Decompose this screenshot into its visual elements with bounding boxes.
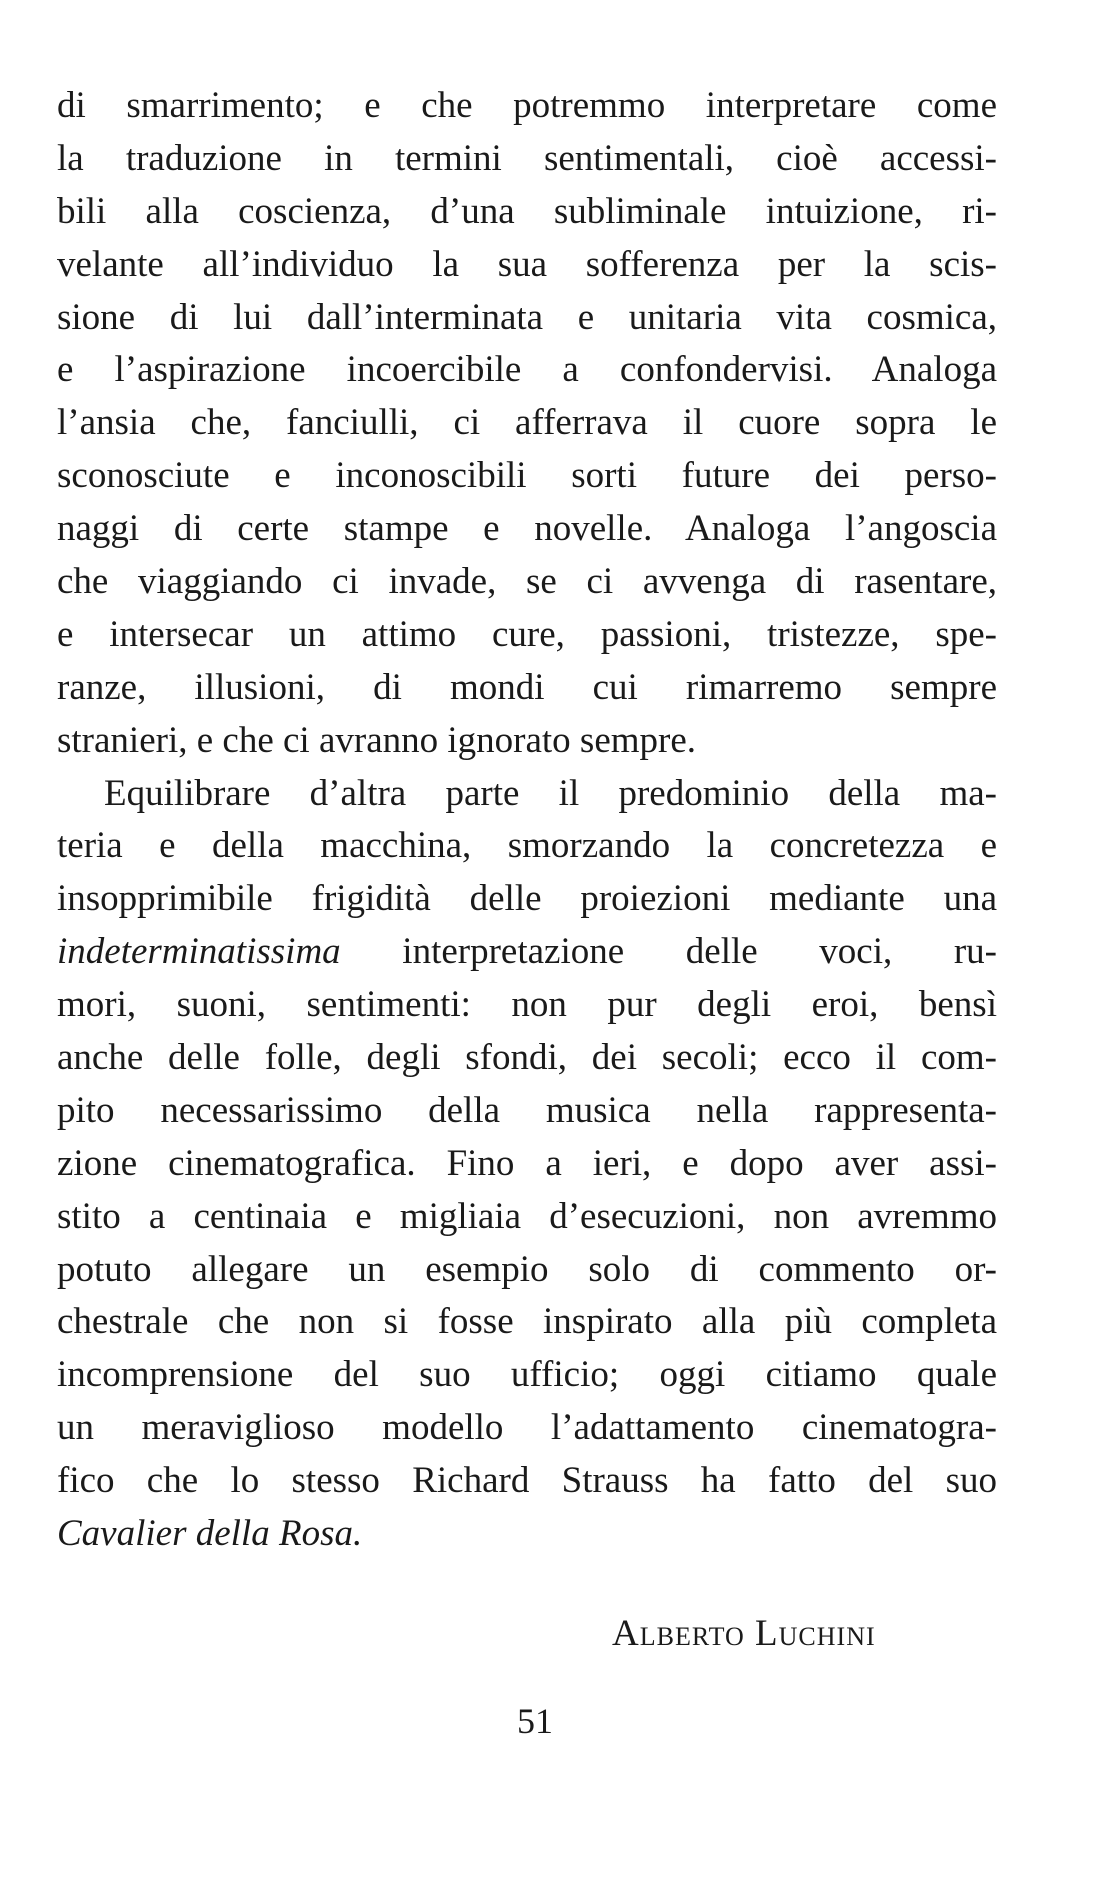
- text-segment: pito necessarissimo della musica nella rappresenta-: [57, 1089, 997, 1131]
- text-segment: zione cinematografica. Fino a ieri, e dopo aver assi-: [57, 1142, 997, 1184]
- text-segment: un meraviglioso modello l’adattamento cinematogra-: [57, 1407, 997, 1449]
- text-segment: insopprimibile frigidità delle proiezioni mediante una: [57, 878, 997, 920]
- text-segment: stito a centinaia e migliaia d’esecuzioni, non avremmo: [57, 1195, 997, 1237]
- text-line: [57, 1244, 997, 1297]
- paragraph: [57, 80, 997, 768]
- text-line: [57, 1349, 997, 1402]
- text-line: [57, 1296, 997, 1349]
- text-segment: stranieri, e che ci avranno ignorato sempre.: [57, 719, 697, 761]
- text-line: [57, 609, 997, 662]
- text-segment: anche delle folle, degli sfondi, dei secoli; ecco il com-: [57, 1037, 997, 1079]
- text-segment: velante all’individuo la sua sofferenza per la scis-: [57, 243, 997, 285]
- text-segment: e l’aspirazione incoercibile a confondervisi. Analoga: [57, 349, 997, 391]
- text-line: [57, 926, 997, 979]
- text-line: [57, 397, 997, 450]
- text-line: [57, 768, 997, 821]
- italic-text: Cavalier della Rosa.: [57, 1513, 363, 1555]
- text-segment: Equilibrare d’altra parte il predominio della ma-: [104, 772, 997, 814]
- author-signature: Alberto Luchini: [612, 1613, 876, 1654]
- text-segment: la traduzione in termini sentimentali, cioè accessi-: [57, 137, 997, 179]
- text-line: [57, 133, 997, 186]
- text-line: [57, 186, 997, 239]
- text-line: [57, 1191, 997, 1244]
- text-line: [57, 873, 997, 926]
- text-line: [57, 1032, 997, 1085]
- text-line: [57, 1455, 997, 1508]
- text-segment: di smarrimento; e che potremmo interpretare come: [57, 85, 997, 126]
- text-segment: ranze, illusioni, di mondi cui rimarremo sempre: [57, 666, 997, 708]
- text-line: [57, 239, 997, 292]
- text-segment: incomprensione del suo ufficio; oggi citiamo quale: [57, 1354, 997, 1396]
- italic-text: indeterminatissima: [57, 931, 341, 973]
- body-text: [57, 80, 997, 1561]
- text-line: [57, 344, 997, 397]
- text-segment: interpretazione delle voci, ru-: [340, 931, 997, 973]
- text-segment: naggi di certe stampe e novelle. Analoga l’angoscia: [57, 508, 997, 550]
- text-line: [57, 80, 997, 133]
- text-line: [57, 820, 997, 873]
- text-line: [57, 556, 997, 609]
- text-segment: potuto allegare un esempio solo di commento or-: [57, 1248, 997, 1290]
- text-line: [57, 715, 997, 768]
- text-line: [57, 292, 997, 345]
- page-number: 51: [517, 1701, 553, 1741]
- text-segment: fico che lo stesso Richard Strauss ha fatto del suo: [57, 1460, 997, 1502]
- text-line: [57, 979, 997, 1032]
- text-segment: e intersecar un attimo cure, passioni, tristezze, spe-: [57, 613, 997, 655]
- text-line: [57, 503, 997, 556]
- text-line: [57, 1508, 997, 1561]
- text-segment: l’ansia che, fanciulli, ci afferrava il cuore sopra le: [57, 402, 997, 444]
- text-line: [57, 662, 997, 715]
- text-segment: mori, suoni, sentimenti: non pur degli eroi, bensì: [57, 984, 997, 1026]
- text-line: [57, 1138, 997, 1191]
- text-line: [57, 1402, 997, 1455]
- text-segment: chestrale che non si fosse inspirato alla più completa: [57, 1301, 997, 1343]
- text-line: [57, 1085, 997, 1138]
- text-line: [57, 450, 997, 503]
- paragraph: [57, 768, 997, 1561]
- text-segment: teria e della macchina, smorzando la concretezza e: [57, 825, 997, 867]
- text-segment: che viaggiando ci invade, se ci avvenga di rasentare,: [57, 561, 997, 603]
- text-segment: sconosciute e inconoscibili sorti future dei perso-: [57, 455, 997, 497]
- text-segment: sione di lui dall’interminata e unitaria vita cosmica,: [57, 296, 997, 338]
- text-segment: bili alla coscienza, d’una subliminale intuizione, ri-: [57, 190, 997, 232]
